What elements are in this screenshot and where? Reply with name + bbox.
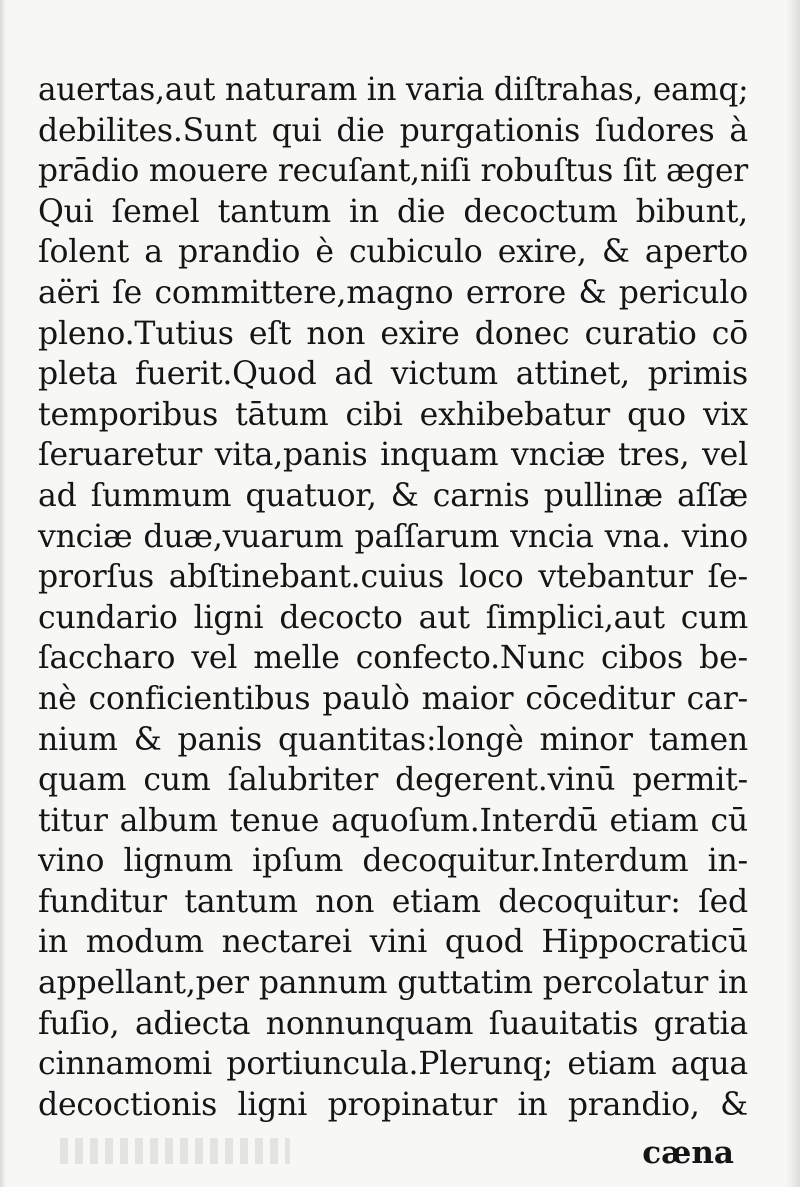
page-edge-shadow	[786, 0, 800, 1187]
text-line: in modum nectarei vini quod Hippocraticū	[38, 924, 748, 961]
page-gutter-shadow	[0, 0, 6, 1187]
text-line: funditur tantum non etiam decoquitur: ſed	[38, 883, 748, 920]
bleed-through-ink	[60, 1138, 290, 1164]
text-line: pleno.Tutius eſt non exire donec curatio cō	[38, 315, 748, 352]
text-line: vino lignum ipſum decoquitur.Interdum in-	[38, 843, 748, 880]
text-line: Qui ſemel tantum in die decoctum bibunt,	[38, 193, 748, 230]
text-line: appellant,per pannum guttatim percolatur in	[38, 965, 748, 1002]
text-line: ſaccharo vel melle confecto.Nunc cibos be-	[38, 640, 748, 677]
text-line: aëri ſe committere,magno errore & periculo	[38, 274, 748, 311]
text-line: cundario ligni decocto aut ſimplici,aut cum	[38, 599, 748, 636]
text-line: ſeruaretur vita,panis inquam vnciæ tres, vel	[38, 437, 748, 474]
text-line: quam cum ſalubriter degerent.vinū permit-	[38, 762, 748, 799]
text-line: nium & panis quantitas:longè minor tamen	[38, 721, 748, 758]
text-line: ſolent a prandio è cubiculo exire, & aperto	[38, 234, 748, 271]
text-line: temporibus tātum cibi exhibebatur quo vix	[38, 396, 748, 433]
text-line: cinnamomi portiuncula.Plerunq; etiam aqua	[38, 1046, 748, 1083]
body-text	[38, 70, 748, 1125]
text-line: prādio mouere recuſant,niſi robuſtus ſit æger	[38, 153, 748, 190]
catchword: cæna	[642, 1135, 734, 1171]
text-line: titur album tenue aquoſum.Interdū etiam cū	[38, 802, 748, 839]
text-line: ad ſummum quatuor, & carnis pullinæ aſſæ	[38, 477, 748, 514]
text-line: debilites.Sunt qui die purgationis ſudores à	[38, 112, 748, 149]
text-line: decoctionis ligni propinatur in prandio, &	[38, 1086, 748, 1123]
text-line: pleta fuerit.Quod ad victum attinet, primis	[38, 356, 748, 393]
text-line: prorſus abſtinebant.cuius loco vtebantur ſe-	[38, 559, 748, 596]
text-line: fuſio, adiecta nonnunquam ſuauitatis gratia	[38, 1005, 748, 1042]
text-line: vnciæ duæ,vuarum paſſarum vncia vna. vino	[38, 518, 748, 555]
text-line: nè conficientibus paulò maior cōceditur car-	[38, 680, 748, 717]
text-line: auertas,aut naturam in varia diſtrahas, eamq;	[38, 72, 749, 108]
